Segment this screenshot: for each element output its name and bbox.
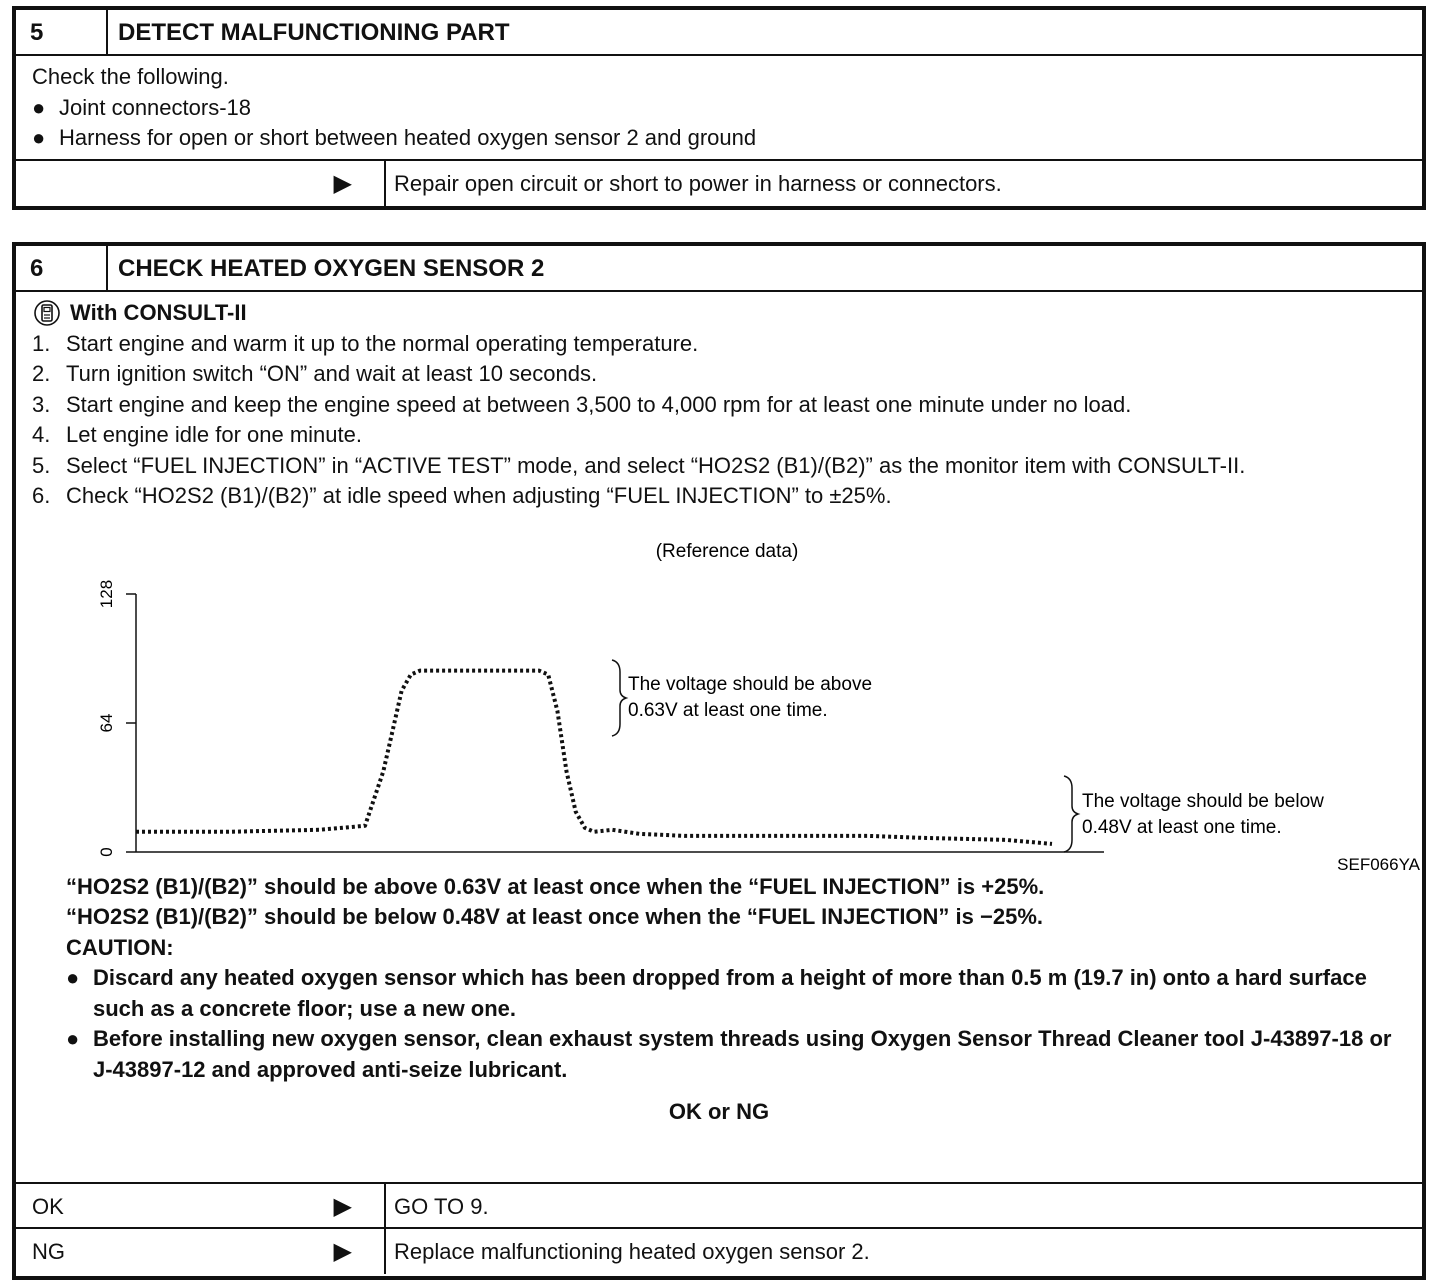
y-tick-label: 128	[97, 579, 116, 608]
list-item: 5. Select “FUEL INJECTION” in “ACTIVE TEST” mode, and select “HO2S2 (B1)/(B2)” as the monitor item with CONSULT-II.	[32, 452, 1246, 478]
caution-label: CAUTION:	[66, 934, 174, 960]
step-5-header	[16, 10, 1422, 56]
figure-id: SEF066YA	[1337, 854, 1420, 872]
spec-above: “HO2S2 (B1)/(B2)” should be above 0.63V at least once when the “FUEL INJECTION” is +25%.	[66, 873, 1045, 899]
annotation-above: The voltage should be above 0.63V at least one time.	[628, 673, 873, 721]
list-item: 1. Start engine and warm it up to the normal operating temperature.	[32, 330, 699, 356]
consult-tool-icon	[32, 299, 62, 327]
arrow-right-icon: ▶	[333, 1238, 352, 1265]
y-tick-label: 0	[97, 846, 116, 857]
bullet-icon: ●	[66, 1026, 80, 1051]
list-item: 2. Turn ignition switch “ON” and wait at least 10 seconds.	[32, 361, 598, 386]
step-6-header	[16, 246, 1422, 292]
spec-below: “HO2S2 (B1)/(B2)” should be below 0.48V at least once when the “FUEL INJECTION” is −25%.	[66, 904, 1043, 929]
list-item-text: Harness for open or short between heated oxygen sensor 2 and ground	[59, 125, 757, 150]
annotation-brace	[1064, 776, 1078, 852]
consult-heading	[32, 298, 1406, 329]
list-item: ● Before installing new oxygen sensor, clean exhaust system threads using Oxygen Sensor Thread Cleaner tool J-43897-18 or J-43897-12 and approved anti-seize lubricant.	[66, 1024, 1406, 1085]
annotation-below: The voltage should be below 0.48V at least one time.	[1082, 790, 1324, 838]
step-5-box	[12, 6, 1426, 210]
reference-chart	[32, 512, 1420, 872]
step-title: DETECT MALFUNCTIONING PART	[118, 19, 510, 46]
step-intro: Check the following.	[32, 64, 229, 89]
bullet-icon: ●	[32, 94, 46, 120]
ok-ng-heading: OK or NG	[668, 1099, 770, 1124]
arrow-right-icon: ▶	[333, 170, 352, 197]
result-label: OK ▶	[16, 1184, 386, 1227]
y-tick-label: 64	[97, 713, 116, 732]
procedure-list	[32, 329, 1406, 512]
result-label	[16, 161, 386, 206]
step-title: CHECK HEATED OXYGEN SENSOR 2	[118, 255, 545, 282]
step-6-body	[16, 292, 1422, 1184]
chart-title: (Reference data)	[655, 540, 799, 562]
result-label: NG ▶	[16, 1229, 386, 1274]
list-item	[32, 123, 1406, 154]
step-number: 6	[16, 246, 108, 290]
bullet-icon: ●	[32, 125, 46, 150]
result-action: Repair open circuit or short to power in harness or connectors.	[394, 171, 1002, 196]
step-6-box	[12, 242, 1426, 1280]
arrow-right-icon: ▶	[333, 1193, 352, 1220]
result-row	[16, 1229, 1422, 1274]
step-number: 5	[16, 10, 108, 54]
spec-block	[32, 872, 1406, 1086]
step-5-body	[16, 56, 1422, 161]
consult-label: With CONSULT-II	[70, 300, 247, 325]
list-item: 6. Check “HO2S2 (B1)/(B2)” at idle speed when adjusting “FUEL INJECTION” to ±25%.	[32, 483, 892, 508]
result-action: GO TO 9.	[394, 1194, 489, 1219]
list-item: 3. Start engine and keep the engine speed at between 3,500 to 4,000 rpm for at least one minute under no load.	[32, 391, 1132, 417]
list-item: ● Discard any heated oxygen sensor which has been dropped from a height of more than 0.5 m (19.7 in) onto a hard surface such as a concrete floor; use a new one.	[66, 963, 1406, 1024]
result-row	[16, 1184, 1422, 1229]
list-item: 4. Let engine idle for one minute.	[32, 422, 362, 447]
bullet-icon: ●	[66, 965, 80, 990]
annotation-brace	[612, 660, 626, 736]
result-action: Replace malfunctioning heated oxygen sensor 2.	[394, 1239, 870, 1264]
list-item-text: Joint connectors-18	[59, 94, 251, 120]
voltage-chart	[32, 512, 1422, 872]
result-row	[16, 161, 1422, 206]
caution-list	[66, 963, 1406, 1085]
series-line	[136, 670, 1052, 843]
list-item	[32, 93, 1406, 124]
